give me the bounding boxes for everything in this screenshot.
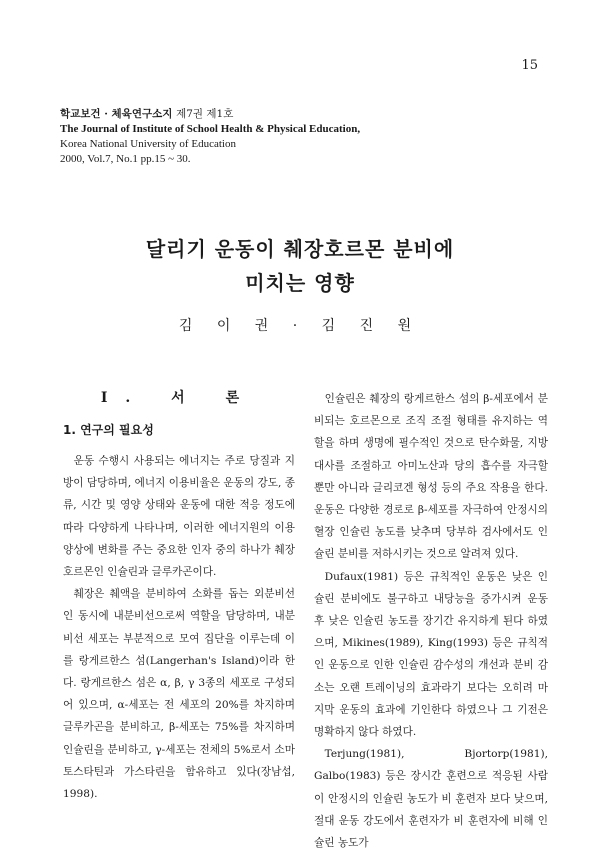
page-number: 15 (521, 58, 538, 73)
paragraph: Terjung(1981), Bjortorp(1981), Galbo(1983) 등은 장시간 훈련으로 적응된 사람이 안정시의 인슐린 농도가 비 훈련자 보다 낮으며, 절대 운동 강도에서 훈련자가 비 훈련자에 비해 인슐린 농도가 (314, 748, 548, 850)
paper-title (0, 232, 600, 300)
paper-title-line-2: 미치는 영향 (245, 271, 355, 295)
journal-korean-name: 학교보건 · 체육연구소지 (60, 108, 173, 120)
paper-authors: 김 이 권 · 김 진 원 (178, 318, 422, 334)
journal-citation: 2000, Vol.7, No.1 pp.15 ~ 30. (60, 153, 191, 165)
paragraph: 운동 수행시 사용되는 에너지는 주로 당질과 지방이 담당하며, 에너지 이용비율은 운동의 강도, 종류, 시간 및 영양 상태와 운동에 대한 적응 정도에 따라 다양하게 나타나며, 이러한 에너지원의 이용 양상에 변화를 주는 중요한 인자 중의 하나가 췌장 호르몬인 인슐린과 글루카곤이다. (63, 455, 295, 579)
journal-volume-korean: 제7권 제1호 (176, 108, 234, 120)
section-heading-introduction: Ⅰ. 서 론 (100, 390, 258, 406)
journal-english-name: The Journal of Institute of School Health & Physical Education, (60, 123, 361, 135)
journal-korean-line (60, 107, 360, 122)
paragraph: Dufaux(1981) 등은 규칙적인 운동은 낮은 인슐린 분비에도 불구하고 내당능을 증가시켜 운동 후 낮은 인슐린 농도를 장기간 유지하게 된다 하였으며, Mikines(1989), King(1993) 등은 규칙적인 운동으로 인한 인슐린 감수성의 개선과 분비 감소는 오랜 트레이닝의 효과라기 보다는 오히려 마지막 운동의 효과에 기인한다 하였으나 그 기전은 명확하지 않다 하였다. (314, 570, 548, 739)
left-column (63, 388, 295, 805)
paragraph: 인슐린은 췌장의 랑게르한스 섬의 β-세포에서 분비되는 호르몬으로 조직 조절 형태를 유지하는 역할을 하며 생명에 필수적인 것으로 탄수화물, 지방대사를 조절하고 아미노산과 당의 흡수를 자극할 뿐만 아니라 글리코겐 형성 등의 주요 작용을 한다. 운동은 다양한 경로로 β-세포를 자극하여 안정시의 혈장 인슐린 농도를 낮추며 당부하 검사에서도 인슐린 분비를 저하시키는 것으로 알려져 있다. (314, 393, 548, 561)
journal-info (60, 107, 360, 167)
subsection-heading-need: 1. 연구의 필요성 (63, 423, 154, 437)
paragraph: 췌장은 췌액을 분비하여 소화를 돕는 외분비선인 동시에 내분비선으로써 역할을 담당하며, 내분비선 세포는 부분적으로 모여 집단을 이루는데 이를 랑게르한스 섬(Langerhan's Island)이라 한다. 랑게르한스 섬은 α, β, γ 3종의 세포로 구성되어 있으며, α-세포는 전 세포의 20%를 차지하며 글루카곤을 분비하고, β-세포는 75%를 차지하며 인슐린을 분비하고, γ-세포는 전체의 5%로서 소마토스타틴과 가스타린을 함유하고 있다(장남섭, 1998). (63, 588, 295, 801)
paper-title-line-1: 달리기 운동이 췌장호르몬 분비에 (145, 237, 455, 261)
right-column (314, 388, 548, 854)
journal-university: Korea National University of Education (60, 138, 236, 150)
